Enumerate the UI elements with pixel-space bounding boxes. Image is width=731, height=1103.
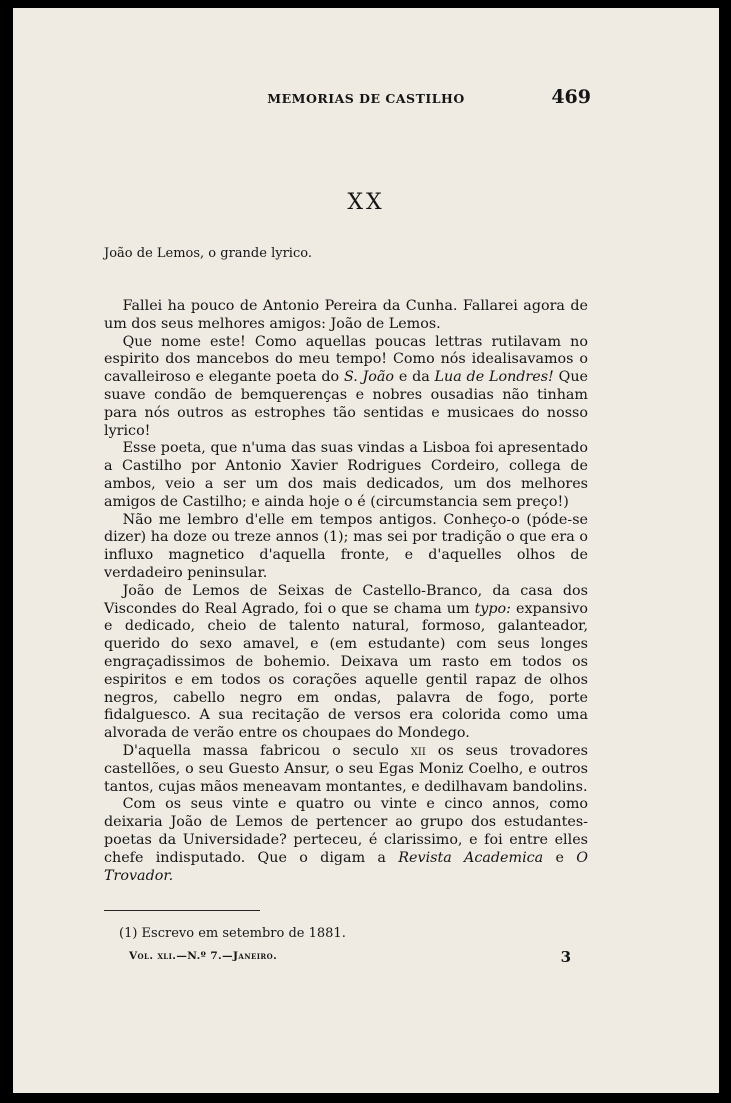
text-run: Com os seus vinte e quatro ou vinte e cinco annos, como deixaria João de Lemos de pertencer ao grupo dos estudantes-poetas da Universidade? perteceu, é clarissimo, e foi entre elles chefe indisputado. Que o digam a [104,796,588,866]
text-run: xii [410,742,426,759]
page-number: 469 [551,86,591,108]
text-run: João de Lemos de Seixas de Castello-Branco, da casa dos Viscondes do Real Agrado, foi o que se chama um [104,582,588,617]
paragraph [104,743,588,796]
footnote-divider [104,910,260,911]
sheet-number: 3 [560,948,571,966]
text-run: expansivo e dedicado, cheio de talento natural, formoso, galanteador, querido do sexo amavel, e (em estudante) com seus longes engraçadissimos de bohemio. Deixava um rasto em todos os espiritos e em todos os corações aquelle gentil rapaz de olhos negros, cabello negro em ondas, palavra de fogo, porte fidalguesco. A sua recitação de versos era colorida como uma alvorada de verão entre os choupaes do Mondego. [104,600,589,742]
text-run: Não me lembro d'elle em tempos antigos. Conheço-o (póde-se dizer) ha doze ou treze annos (1); mas sei por tradição o que era o influxo magnetico d'aquella fronte, e d'aquelles olhos de verdadeiro peninsular. [104,511,588,581]
paragraph [104,512,588,583]
text-run: e [543,849,577,866]
text-run: D'aquella massa fabricou o seculo [122,742,411,759]
text-run: os seus trovadores castellões, o seu Guesto Ansur, o seu Egas Moniz Coelho, e outros tantos, cujas mãos meneavam montantes, e dedilhavam bandolins. [104,742,588,795]
text-run: Que nome este! Como aquellas poucas lettras rutilavam no espirito dos mancebos do meu tempo! Como nós idealisavamos o cavalleiroso e elegante poeta do [104,333,588,386]
chapter-number: XX [347,190,385,215]
text-run: Esse poeta, que n'uma das suas vindas a Lisboa foi apresentado a Castilho por Antonio Xavier Rodrigues Cordeiro, collega de ambos, veio a ser um dos mais dedicados, um dos melhores amigos de Castilho; e ainda hoje o é (circumstancia sem preço!) [104,440,588,510]
running-head [13,86,719,110]
text-run: Que suave condão de bemquerenças e nobres ousadias não tinham para nós outros as estrophes tão sentidas e musicaes do nosso lyrico! [104,369,588,439]
chapter-summary: João de Lemos, o grande lyrico. [104,246,312,261]
text-run: e da [394,369,435,386]
italic-text: O Trovador. [104,849,588,884]
paragraph [104,440,588,511]
italic-text: Revista Academica [398,849,544,866]
italic-text: typo: [474,600,511,617]
paragraph [104,583,588,743]
body-text [104,298,588,885]
book-page [13,8,719,1093]
footnote: (1) Escrevo em setembro de 1881. [119,926,346,941]
paragraph [104,796,588,885]
italic-text: Lua de Londres! [434,369,554,386]
signature-line: Vol. xli.—N.º 7.—Janeiro. [129,950,278,962]
running-title: MEMORIAS DE CASTILHO [267,91,465,106]
paragraph [104,334,588,441]
text-run: Fallei ha pouco de Antonio Pereira da Cunha. Fallarei agora de um dos seus melhores amigos: João de Lemos. [104,298,588,332]
italic-text: S. João [343,369,395,386]
paragraph [104,298,588,334]
